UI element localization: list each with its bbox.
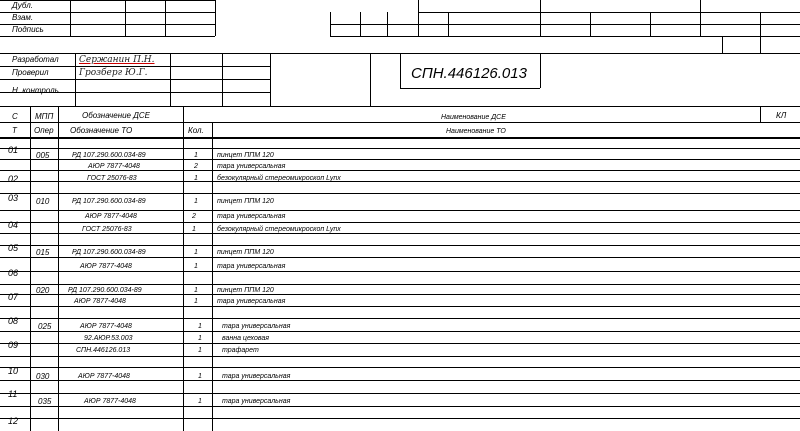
item-name: безокулярный стереомикроскоп Lynx <box>217 226 341 233</box>
col-to-name: Наименование ТО <box>446 128 506 135</box>
operation-number: 020 <box>36 286 50 295</box>
operation-number: 025 <box>38 322 52 331</box>
item-designation: РД 107.290.600.034-89 <box>72 198 146 205</box>
item-quantity: 1 <box>198 373 202 380</box>
row-divider <box>0 367 800 368</box>
item-quantity: 1 <box>194 152 198 159</box>
item-designation: РД 107.290.600.034-89 <box>72 152 146 159</box>
n-kontrol-label: Н. контроль <box>12 86 59 95</box>
item-name: тара универсальная <box>217 263 286 270</box>
row-number: 06 <box>8 268 19 278</box>
item-quantity: 1 <box>194 175 198 182</box>
proveril-signature: Грозберг Ю.Г. <box>79 68 148 78</box>
row-number: 08 <box>8 316 19 326</box>
item-quantity: 1 <box>194 287 198 294</box>
item-name: тара универсальная <box>217 213 286 220</box>
item-quantity: 1 <box>198 323 202 330</box>
item-quantity: 2 <box>192 213 196 220</box>
row-number: 10 <box>8 366 19 376</box>
item-quantity: 1 <box>198 335 202 342</box>
row-divider <box>0 356 800 357</box>
item-designation: АЮР 7877-4048 <box>74 298 126 305</box>
item-name: ванна цеховая <box>222 335 269 342</box>
item-designation: 92.АЮР.53.003 <box>84 335 133 342</box>
row-number: 04 <box>8 220 19 230</box>
item-name: пинцет ППМ 120 <box>217 249 274 256</box>
item-name: пинцет ППМ 120 <box>217 198 274 205</box>
row-number: 09 <box>8 340 19 350</box>
item-designation: ГОСТ 25076-83 <box>82 226 132 233</box>
item-name: пинцет ППМ 120 <box>217 152 274 159</box>
row-divider <box>0 210 800 211</box>
row-divider <box>0 318 800 319</box>
item-quantity: 1 <box>198 347 202 354</box>
item-quantity: 2 <box>194 163 198 170</box>
col-dse-designation: Обозначение ДСЕ <box>82 111 150 120</box>
col-dse-name: Наименование ДСЕ <box>441 114 506 121</box>
item-name: тара универсальная <box>222 373 291 380</box>
operation-number: 015 <box>36 248 50 257</box>
item-designation: СПН.446126.013 <box>76 347 131 354</box>
item-name: пинцет ППМ 120 <box>217 287 274 294</box>
row-divider <box>0 245 800 246</box>
item-designation: АЮР 7877-4048 <box>84 398 136 405</box>
row-divider <box>0 222 800 223</box>
item-name: тара универсальная <box>222 398 291 405</box>
item-designation: АЮР 7877-4048 <box>78 373 130 380</box>
item-quantity: 1 <box>194 263 198 270</box>
item-quantity: 1 <box>194 198 198 205</box>
operation-number: 005 <box>36 151 50 160</box>
razrabotal-signature: Сержанин П.Н. <box>79 55 155 65</box>
item-name: тара универсальная <box>217 298 286 305</box>
item-name: тара универсальная <box>222 323 291 330</box>
item-quantity: 1 <box>192 226 196 233</box>
col-c: С <box>12 112 18 121</box>
row-number: 07 <box>8 292 19 302</box>
col-kl: КЛ <box>776 111 787 120</box>
operation-number: 035 <box>38 397 52 406</box>
row-number: 03 <box>8 193 19 203</box>
col-oper: Опер <box>34 126 54 135</box>
item-quantity: 1 <box>194 249 198 256</box>
vzam-label: Взам. <box>12 13 34 22</box>
row-divider <box>0 393 800 394</box>
row-number: 02 <box>8 174 19 184</box>
item-designation: РД 107.290.600.034-89 <box>72 249 146 256</box>
operation-number: 010 <box>36 197 50 206</box>
item-designation: РД 107.290.600.034-89 <box>68 287 142 294</box>
item-designation: АЮР 7877-4048 <box>80 323 132 330</box>
row-number: 11 <box>8 389 18 399</box>
col-kol: Кол. <box>188 126 204 135</box>
row-divider <box>0 284 800 285</box>
dubl-label: Дубл. <box>12 1 33 10</box>
row-number: 12 <box>8 416 19 426</box>
col-to-designation: Обозначение ТО <box>70 126 133 135</box>
col-t: Т <box>12 126 17 135</box>
row-number: 05 <box>8 243 19 253</box>
item-name: трафарет <box>222 347 259 354</box>
operation-number: 030 <box>36 372 50 381</box>
item-quantity: 1 <box>198 398 202 405</box>
col-mpp: МПП <box>35 112 54 121</box>
item-name: безокулярный стереомикроскоп Lynx <box>217 175 341 182</box>
item-quantity: 1 <box>194 298 198 305</box>
proveril-label: Проверил <box>12 68 49 77</box>
row-divider <box>0 193 800 194</box>
item-designation: АЮР 7877-4048 <box>80 263 132 270</box>
item-designation: ГОСТ 25076-83 <box>87 175 137 182</box>
document-code: СПН.446126.013 <box>411 65 527 82</box>
razrabotal-label: Разработал <box>12 55 59 64</box>
row-divider <box>0 418 800 419</box>
item-name: тара универсальная <box>217 163 286 170</box>
podpis-label: Подпись <box>12 25 44 34</box>
row-number: 01 <box>8 145 19 155</box>
item-designation: АЮР 7877-4048 <box>88 163 140 170</box>
item-designation: АЮР 7877-4048 <box>85 213 137 220</box>
row-divider <box>0 148 800 149</box>
